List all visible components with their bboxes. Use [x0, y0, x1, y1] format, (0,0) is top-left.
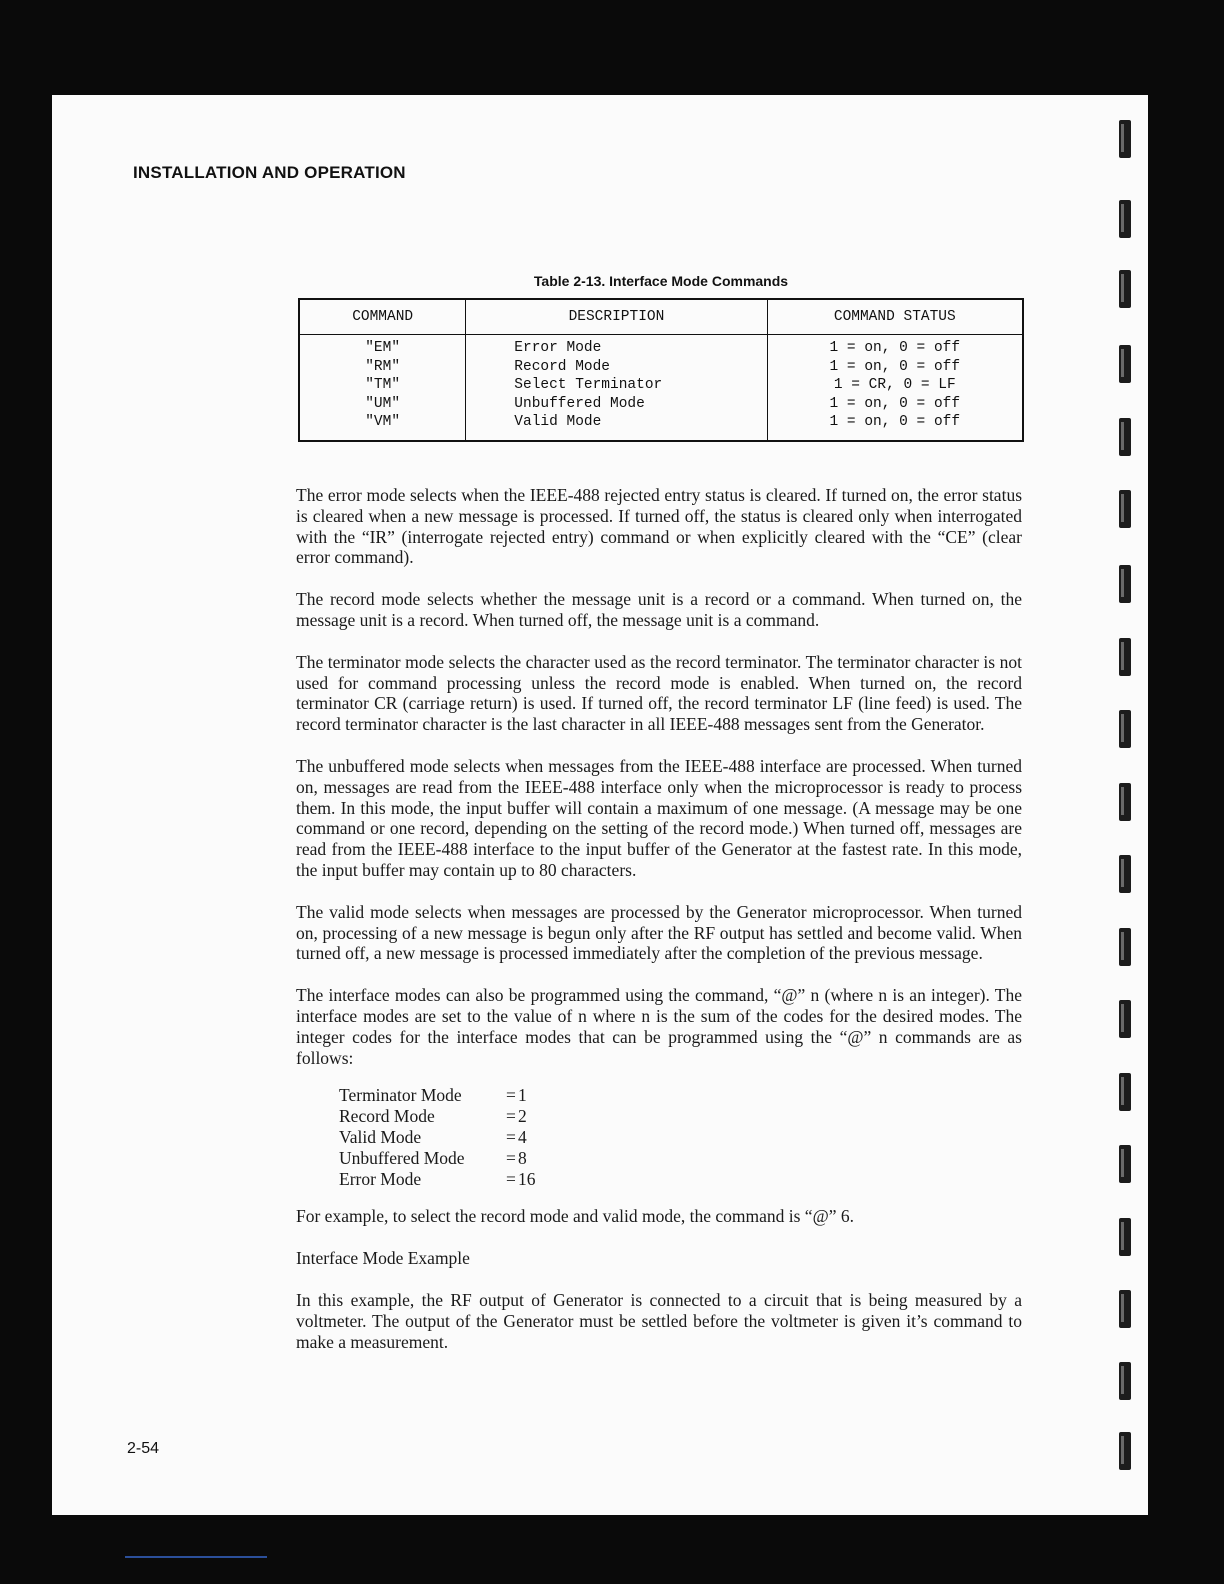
table-body-row	[299, 335, 1023, 441]
document-page	[52, 95, 1148, 1515]
binder-tab	[1119, 490, 1131, 528]
valid-mode-paragraph: The valid mode selects when messages are processed by the Generator microprocessor. When turned on, processing of a new message is begun only after the RF output has settled and become valid. When turned off, a new message is processed immediately after the completion of the previous message.	[296, 901, 1022, 964]
command-cell: "UM"	[365, 395, 401, 412]
unbuffered-mode-paragraph: The unbuffered mode selects when messages from the IEEE-488 interface are processed. When turned on, messages are read from the IEEE-488 interface only when the microprocessor is ready to process them. In this mode, the input buffer will contain a maximum of one message. (A message may be one command or one record, depending on the setting of the record mode.) When turned off, messages are read from the IEEE-488 interface to the input buffer of the Generator at the fastest rate. In this mode, the input buffer may contain up to 80 characters.	[296, 755, 1022, 880]
binder-tab	[1119, 1000, 1131, 1038]
status-cell: 1 = on, 0 = off	[829, 395, 961, 412]
binder-tab	[1119, 1362, 1131, 1400]
binder-tab	[1119, 710, 1131, 748]
description-column	[466, 335, 767, 441]
record-mode-paragraph: The record mode selects whether the message unit is a record or a command. When turned on, the message unit is a record. When turned off, the message unit is a command.	[296, 589, 1022, 630]
binder-tab	[1119, 1218, 1131, 1256]
column-header-description: DESCRIPTION	[466, 299, 767, 335]
binder-tab	[1119, 565, 1131, 603]
command-cell: "RM"	[365, 358, 401, 375]
table-header-row	[299, 299, 1023, 335]
section-header: INSTALLATION AND OPERATION	[133, 163, 406, 182]
table-caption: Table 2-13. Interface Mode Commands	[533, 273, 789, 289]
description-cell: Error Mode	[514, 340, 602, 356]
command-cell: "VM"	[365, 414, 401, 430]
mode-code-row: Error Mode = 16	[339, 1169, 536, 1190]
body-text	[296, 485, 1022, 1373]
command-cell: "TM"	[365, 377, 401, 393]
command-cell: "EM"	[365, 340, 401, 356]
programming-paragraph: The interface modes can also be programmed using the command, “@” n (where n is an integer). The interface modes are set to the value of n where n is the sum of the codes for the desired modes. The integer codes for the interface modes that can be programmed using the “@” n commands are as follows:	[296, 985, 1022, 1068]
description-cell: Record Mode	[514, 358, 611, 375]
description-cell: Select Terminator	[514, 377, 663, 393]
mode-code-row: Unbuffered Mode = 8	[339, 1148, 527, 1169]
binder-tab	[1119, 200, 1131, 238]
mode-codes-list	[339, 1085, 1022, 1190]
mode-code-name: Valid Mode	[339, 1127, 422, 1148]
terminator-mode-paragraph: The terminator mode selects the character used as the record terminator. The terminator character is not used for command processing unless the record mode is enabled. When turned on, the record terminator CR (carriage return) is used. If turned off, the record terminator LF (line feed) is used. The record terminator character is the last character in all IEEE-488 messages sent from the Generator.	[296, 651, 1022, 735]
binder-tab	[1119, 783, 1131, 821]
column-header-command: COMMAND	[299, 299, 466, 335]
mode-code-name: Terminator Mode	[339, 1085, 462, 1106]
binder-tab	[1119, 120, 1131, 158]
binder-tab	[1119, 1290, 1131, 1328]
binder-tab	[1119, 345, 1131, 383]
mode-code-value: 4	[518, 1127, 527, 1148]
mode-code-name: Error Mode	[339, 1169, 422, 1190]
mode-code-value: 8	[518, 1148, 527, 1169]
binder-tab	[1119, 928, 1131, 966]
binder-tab	[1119, 855, 1131, 893]
status-column	[767, 335, 1023, 441]
error-mode-paragraph: The error mode selects when the IEEE-488 rejected entry status is cleared. If turned on, the error status is cleared when a new message is processed. If turned off, the status is cleared only when interrogated with the “IR” (interrogate rejected entry) command or when explicitly cleared with the “CE” (clear error command).	[296, 485, 1022, 568]
mode-code-row: Terminator Mode = 1	[339, 1085, 527, 1106]
mode-code-value: 16	[518, 1169, 536, 1190]
interface-mode-commands-table	[298, 298, 1024, 442]
mode-code-row: Valid Mode = 4	[339, 1127, 527, 1148]
status-cell: 1 = CR, 0 = LF	[833, 377, 956, 393]
mode-code-value: 2	[518, 1106, 527, 1127]
description-cell: Unbuffered Mode	[514, 395, 645, 412]
scan-underline-artifact	[125, 1556, 267, 1558]
mode-code-value: 1	[518, 1085, 527, 1106]
mode-code-row: Record Mode = 2	[339, 1106, 527, 1127]
example-select-paragraph: For example, to select the record mode and valid mode, the command is “@” 6.	[296, 1206, 854, 1227]
status-cell: 1 = on, 0 = off	[829, 414, 961, 430]
example-heading: Interface Mode Example	[296, 1248, 470, 1269]
binder-tab	[1119, 638, 1131, 676]
description-cell: Valid Mode	[514, 414, 602, 430]
example-body-paragraph: In this example, the RF output of Generator is connected to a circuit that is being measured by a voltmeter. The output of the Generator must be settled before the voltmeter is given it’s command to make a measurement.	[296, 1289, 1022, 1352]
binder-tab	[1119, 418, 1131, 456]
binder-tab	[1119, 1073, 1131, 1111]
status-cell: 1 = on, 0 = off	[829, 340, 961, 356]
status-cell: 1 = on, 0 = off	[829, 358, 961, 375]
mode-code-name: Unbuffered Mode	[339, 1148, 465, 1169]
mode-code-name: Record Mode	[339, 1106, 435, 1127]
page-number: 2-54	[127, 1440, 160, 1457]
command-column	[299, 335, 466, 441]
binder-tab	[1119, 1145, 1131, 1183]
binder-tab	[1119, 1432, 1131, 1470]
column-header-command-status: COMMAND STATUS	[767, 299, 1023, 335]
binder-tab	[1119, 270, 1131, 308]
